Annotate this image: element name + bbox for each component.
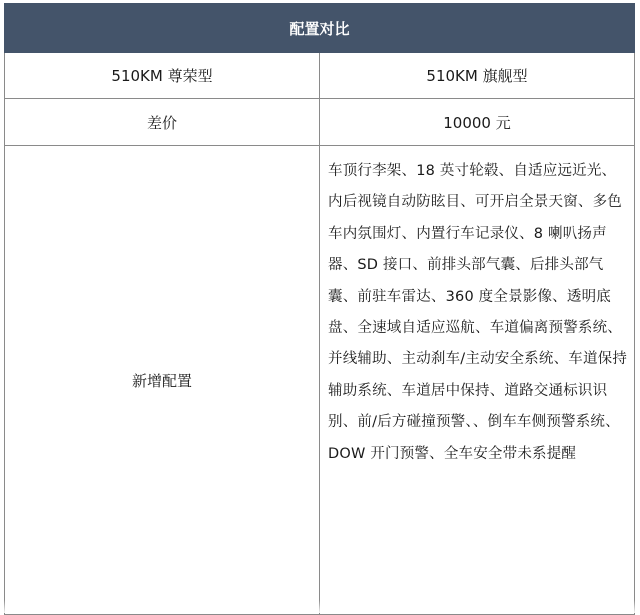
model-header-row (5, 53, 635, 99)
new-features-row (5, 146, 635, 615)
bottom-edge-fade (0, 600, 640, 613)
price-diff-row (5, 99, 635, 146)
table-title: 配置对比 (5, 4, 635, 53)
price-diff-label: 差价 (5, 99, 320, 146)
column-header-left: 510KM 尊荣型 (5, 53, 320, 99)
new-features-text: 车顶行李架、18 英寸轮毂、自适应远近光、内后视镜自动防眩目、可开启全景天窗、多色车内氛围灯、内置行车记录仪、8 喇叭扬声器、SD 接口、前排头部气囊、后排头部气囊、前驻车雷达、360 度全景影像、透明底盘、全速域自适应巡航、车道偏离预警系统、并线辅助、主动刹车/主动安全系统、车道保持辅助系统、车道居中保持、道路交通标识识别、前/后方碰撞预警、、倒车车侧预警系统、DOW 开门预警、全车安全带未系提醒 (328, 163, 628, 462)
table-title-row (5, 4, 635, 53)
new-features-cell (320, 146, 635, 615)
column-header-right: 510KM 旗舰型 (320, 53, 635, 99)
new-features-label: 新增配置 (5, 146, 320, 615)
price-diff-value: 10000 元 (320, 99, 635, 146)
comparison-table (4, 3, 635, 615)
